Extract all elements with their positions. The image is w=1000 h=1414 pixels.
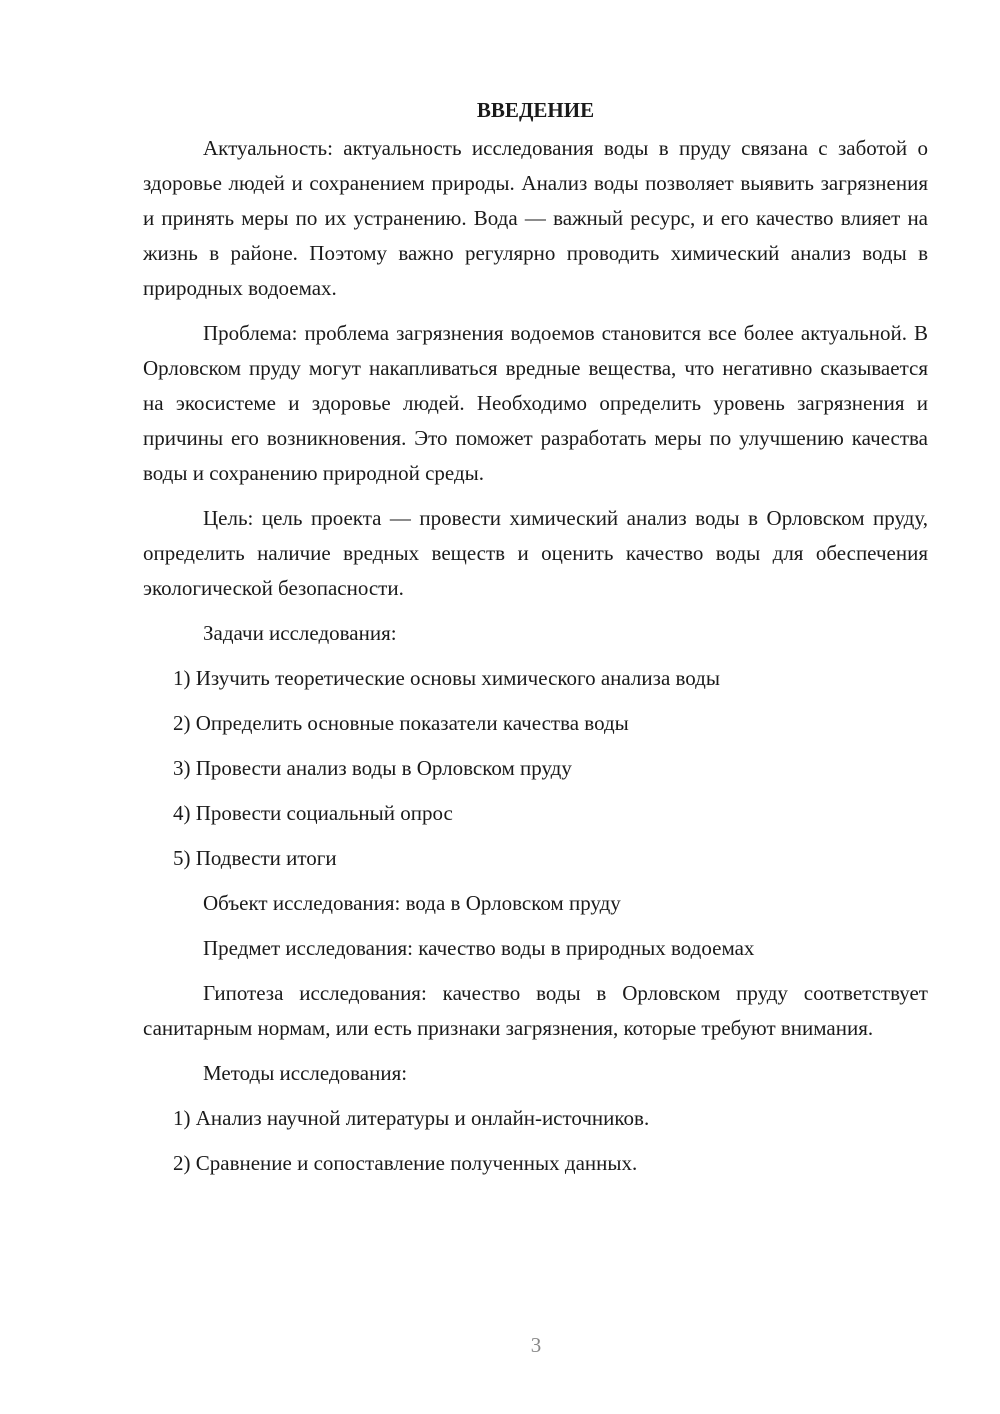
list-item: 1) Изучить теоретические основы химического анализа воды <box>173 666 720 690</box>
list-item: 3) Провести анализ воды в Орловском пруду <box>173 756 572 780</box>
document-body <box>143 92 928 1191</box>
list-item: 1) Анализ научной литературы и онлайн-источников. <box>173 1106 650 1130</box>
list-item: 5) Подвести итоги <box>173 846 337 870</box>
list-item: 4) Провести социальный опрос <box>173 801 453 825</box>
research-subject: Предмет исследования: качество воды в природных водоемах <box>203 936 755 960</box>
methods-heading: Методы исследования: <box>203 1061 408 1085</box>
methods-list <box>143 1101 928 1181</box>
list-item: 2) Определить основные показатели качества воды <box>173 711 629 735</box>
paragraph-goal: Цель: цель проекта — провести химический анализ воды в Орловском пруду, определить наличие вредных веществ и оценить качество воды для обеспечения экологической безопасности. <box>143 506 928 600</box>
page-number: 3 <box>530 1333 542 1357</box>
list-item: 2) Сравнение и сопоставление полученных данных. <box>173 1151 638 1175</box>
paragraph-problem: Проблема: проблема загрязнения водоемов становится все более актуальной. В Орловском пруду могут накапливаться вредные вещества, что негативно сказывается на экосистеме и здоровье людей. Необходимо определить уровень загрязнения и причины его возникновения. Это поможет разработать меры по улучшению качества воды и сохранению природной среды. <box>143 321 928 485</box>
page-title: ВВЕДЕНИЕ <box>476 98 595 122</box>
tasks-list <box>143 661 928 876</box>
research-object: Объект исследования: вода в Орловском пруду <box>203 891 621 915</box>
paragraph-hypothesis: Гипотеза исследования: качество воды в Орловском пруду соответствует санитарным нормам, или есть признаки загрязнения, которые требуют внимания. <box>143 981 928 1040</box>
tasks-heading: Задачи исследования: <box>203 621 397 645</box>
paragraph-relevance: Актуальность: актуальность исследования воды в пруду связана с заботой о здоровье людей и сохранением природы. Анализ воды позволяет выявить загрязнения и принять меры по их устранению. Вода — важный ресурс, и его качество влияет на жизнь в районе. Поэтому важно регулярно проводить химический анализ воды в природных водоемах. <box>143 136 928 300</box>
